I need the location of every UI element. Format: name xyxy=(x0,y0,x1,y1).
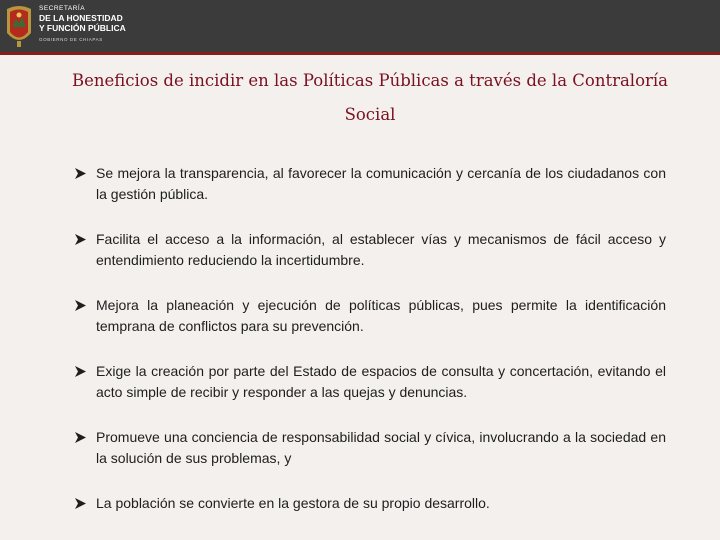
bullet-text: Exige la creación por parte del Estado de espacios de consulta y concertación, evitando el acto simple de recibir y responder a las quejas y denuncias. xyxy=(96,363,666,400)
arrow-bullet-icon xyxy=(74,167,87,180)
arrow-bullet-icon xyxy=(74,365,87,378)
bullet-text: Mejora la planeación y ejecución de políticas públicas, pues permite la identificación temprana de conflictos para su prevención. xyxy=(96,297,666,334)
bullet-text: Se mejora la transparencia, al favorecer la comunicación y cercanía de los ciudadanos con la gestión pública. xyxy=(96,165,666,202)
title-line-2: Social xyxy=(344,105,396,124)
org-subtitle: GOBIERNO DE CHIAPAS xyxy=(39,37,103,42)
list-item xyxy=(74,493,666,515)
list-item xyxy=(74,427,666,471)
bullet-text: Promueve una conciencia de responsabilidad social y cívica, involucrando a la sociedad en la solución de sus problemas, y xyxy=(96,429,666,466)
arrow-bullet-icon xyxy=(74,431,87,444)
list-item xyxy=(74,163,666,207)
bullet-text: Facilita el acceso a la información, al establecer vías y mecanismos de fácil acceso y entendimiento reduciendo la incertidumbre. xyxy=(96,231,666,268)
org-line-3: Y FUNCIÓN PÚBLICA xyxy=(39,23,126,33)
slide-title xyxy=(60,64,680,132)
title-line-1: Beneficios de incidir en las Políticas Públicas a través de la Contraloría xyxy=(71,71,669,90)
header-accent-line xyxy=(0,52,720,55)
arrow-bullet-icon xyxy=(74,299,87,312)
list-item xyxy=(74,295,666,339)
bullet-text: La población se convierte en la gestora de su propio desarrollo. xyxy=(96,495,490,511)
list-item xyxy=(74,229,666,273)
list-item xyxy=(74,361,666,405)
arrow-bullet-icon xyxy=(74,233,87,246)
header-bar xyxy=(0,0,720,52)
organization-name xyxy=(39,5,126,42)
org-line-1: SECRETARÍA xyxy=(39,5,86,12)
org-line-2: DE LA HONESTIDAD xyxy=(39,13,123,23)
bullet-list xyxy=(74,163,666,537)
coat-of-arms-logo xyxy=(4,3,34,49)
arrow-bullet-icon xyxy=(74,497,87,510)
